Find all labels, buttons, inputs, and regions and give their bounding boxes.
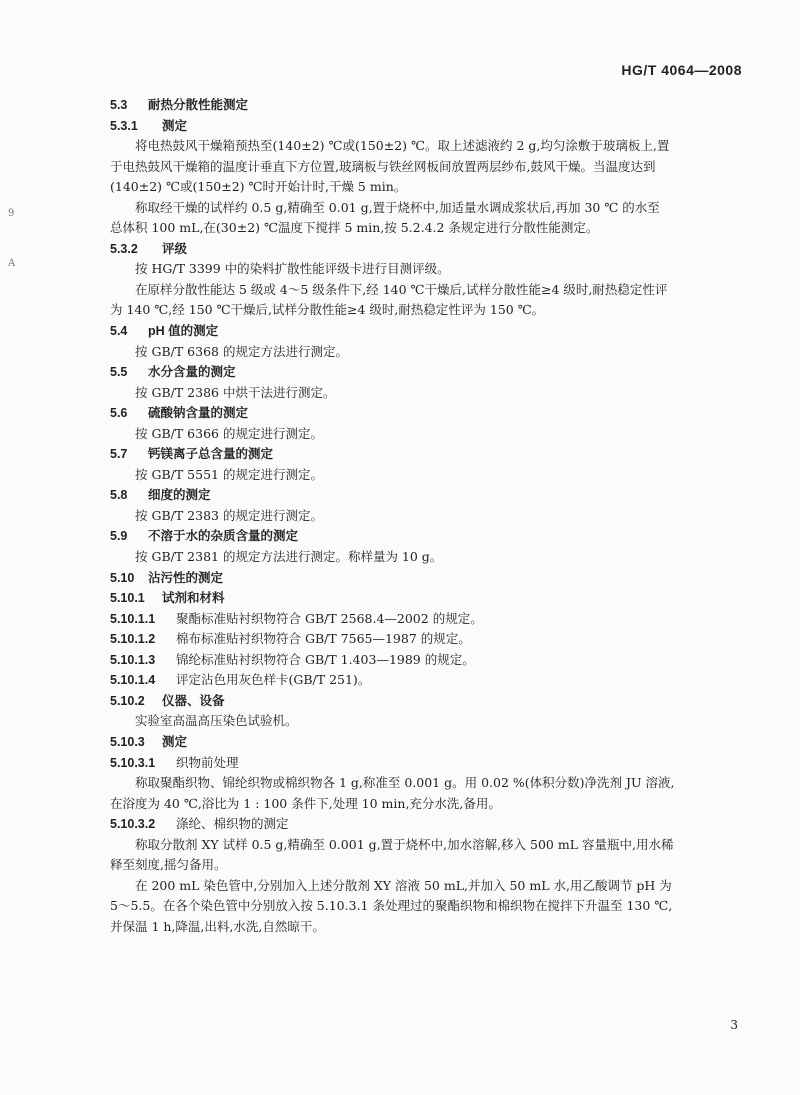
section-number: 5.3.2 xyxy=(110,241,138,256)
section-number: 5.7 xyxy=(110,447,128,462)
section-number: 5.4 xyxy=(110,324,128,339)
paragraph-line: 为 140 ℃,经 150 ℃干燥后,试样分散性能≥4 级时,耐热稳定性评为 150 ℃。 xyxy=(110,302,545,318)
section-number: 5.10.3.2 xyxy=(110,817,156,832)
section-title: 耐热分散性能测定 xyxy=(148,98,249,112)
paragraph-line: 5～5.5。在各个染色管中分别放入按 5.10.3.1 条处理过的聚酯织物和棉织物在搅拌下升温至 130 ℃, xyxy=(110,898,673,914)
section-number: 5.9 xyxy=(110,529,128,544)
section-heading xyxy=(110,588,750,609)
section-title: 试剂和材料 xyxy=(162,591,225,606)
section-heading xyxy=(110,116,750,137)
paragraph-line: 按 GB/T 6366 的规定进行测定。 xyxy=(135,425,323,441)
section-title: 硫酸钠含量的测定 xyxy=(148,406,249,421)
section-heading xyxy=(110,403,750,424)
section-title: 测定 xyxy=(162,118,188,133)
paragraph-line: 按 GB/T 2381 的规定方法进行测定。称样量为 10 g。 xyxy=(135,549,443,565)
paragraph-line: 称取分散剂 XY 试样 0.5 g,精确至 0.001 g,置于烧杯中,加水溶解,移入 500 mL 容量瓶中,用水稀 xyxy=(135,836,674,852)
paragraph-line: 将电热鼓风干燥箱预热至(140±2) ℃或(150±2) ℃。取上述滤液约 2 g,均匀涂敷于玻璃板上,置 xyxy=(135,138,670,154)
section-title: 织物前处理 xyxy=(176,754,239,770)
section-heading xyxy=(110,732,750,753)
section-title: 测定 xyxy=(162,734,188,749)
section-title: 钙镁离子总含量的测定 xyxy=(148,447,274,462)
section-title: 仪器、设备 xyxy=(162,693,225,708)
section-heading xyxy=(110,444,750,465)
standard-code: HG/T 4064—2008 xyxy=(621,62,742,78)
paragraph-line: 释至刻度,摇匀备用。 xyxy=(110,857,227,873)
section-title: 棉布标准贴衬织物符合 GB/T 7565—1987 的规定。 xyxy=(176,631,471,647)
section-heading xyxy=(110,568,750,589)
section-heading xyxy=(110,362,750,383)
section-number: 5.10.3.1 xyxy=(110,755,156,770)
section-number: 5.3 xyxy=(110,98,128,112)
page-number: 3 xyxy=(730,1018,738,1032)
paragraph-line: 在 200 mL 染色管中,分别加入上述分散剂 XY 溶液 50 mL,并加入 50 mL 水,用乙酸调节 pH 为 xyxy=(135,877,672,893)
paragraph-line: 按 GB/T 2383 的规定进行测定。 xyxy=(135,507,323,523)
section-heading xyxy=(110,650,750,671)
section-title: 聚酯标准贴衬织物符合 GB/T 2568.4—2002 的规定。 xyxy=(176,610,483,626)
paragraph-line: 于电热鼓风干燥箱的温度计垂直下方位置,玻璃板与铁丝网板间放置两层纱布,鼓风干燥。当温度达到 xyxy=(110,158,656,174)
margin-mark: 9 xyxy=(8,208,15,219)
section-heading xyxy=(110,321,750,342)
section-heading xyxy=(110,629,750,650)
paragraph-line: 按 GB/T 6368 的规定方法进行测定。 xyxy=(135,343,348,359)
section-number: 5.10.1.2 xyxy=(110,632,156,647)
section-heading xyxy=(110,691,750,712)
section-number: 5.10.3 xyxy=(110,734,145,749)
section-title: 水分含量的测定 xyxy=(148,365,236,380)
document-body xyxy=(110,95,750,937)
section-number: 5.10.1.3 xyxy=(110,652,156,667)
section-number: 5.6 xyxy=(110,406,128,421)
paragraph-line: 在浴度为 40 ℃,浴比为 1 : 100 条件下,处理 10 min,充分水洗,备用。 xyxy=(110,795,501,811)
paragraph-line: 在原样分散性能达 5 级或 4～5 级条件下,经 140 ℃干燥后,试样分散性能≥4 级时,耐热稳定性评 xyxy=(135,281,668,297)
paragraph-line: 按 GB/T 5551 的规定进行测定。 xyxy=(135,466,323,482)
paragraph-line: 按 HG/T 3399 中的染料扩散性能评级卡进行目测评级。 xyxy=(135,261,450,277)
section-heading xyxy=(110,95,750,116)
paragraph-line: 称取经干燥的试样约 0.5 g,精确至 0.01 g,置于烧杯中,加适量水调成浆状后,再加 30 ℃ 的水至 xyxy=(135,199,660,215)
paragraph-line: 实验室高温高压染色试验机。 xyxy=(135,713,298,729)
section-heading xyxy=(110,609,750,630)
section-number: 5.8 xyxy=(110,488,128,503)
section-heading xyxy=(110,485,750,506)
section-number: 5.3.1 xyxy=(110,118,138,133)
section-number: 5.10.1 xyxy=(110,591,145,606)
section-title: 评定沾色用灰色样卡(GB/T 251)。 xyxy=(176,672,371,688)
section-title: 细度的测定 xyxy=(148,488,211,503)
section-heading xyxy=(110,670,750,691)
section-title: 评级 xyxy=(162,241,188,256)
section-title: pH 值的测定 xyxy=(148,324,219,339)
section-title: 锦纶标准贴衬织物符合 GB/T 1.403—1989 的规定。 xyxy=(176,651,475,667)
paragraph-line: 按 GB/T 2386 中烘干法进行测定。 xyxy=(135,384,336,400)
paragraph-line: (140±2) ℃或(150±2) ℃时开始计时,干燥 5 min。 xyxy=(110,179,407,195)
section-title: 涤纶、棉织物的测定 xyxy=(176,816,289,832)
section-heading xyxy=(110,814,750,835)
section-number: 5.5 xyxy=(110,365,128,380)
paragraph-line: 称取聚酯织物、锦纶织物或棉织物各 1 g,称准至 0.001 g。用 0.02 %(体积分数)净洗剂 JU 溶液, xyxy=(135,775,675,791)
section-heading xyxy=(110,239,750,260)
paragraph-line: 并保温 1 h,降温,出料,水洗,自然晾干。 xyxy=(110,918,325,934)
section-number: 5.10.1.4 xyxy=(110,673,156,688)
section-number: 5.10.1.1 xyxy=(110,611,156,626)
section-heading xyxy=(110,753,750,774)
section-title: 沾污性的测定 xyxy=(148,570,224,585)
section-number: 5.10.2 xyxy=(110,693,145,708)
section-heading xyxy=(110,526,750,547)
paragraph-line: 总体积 100 mL,在(30±2) ℃温度下搅拌 5 min,按 5.2.4.2 条规定进行分散性能测定。 xyxy=(110,220,599,236)
margin-mark: A xyxy=(8,258,16,269)
section-title: 不溶于水的杂质含量的测定 xyxy=(148,529,299,544)
section-number: 5.10 xyxy=(110,570,135,585)
